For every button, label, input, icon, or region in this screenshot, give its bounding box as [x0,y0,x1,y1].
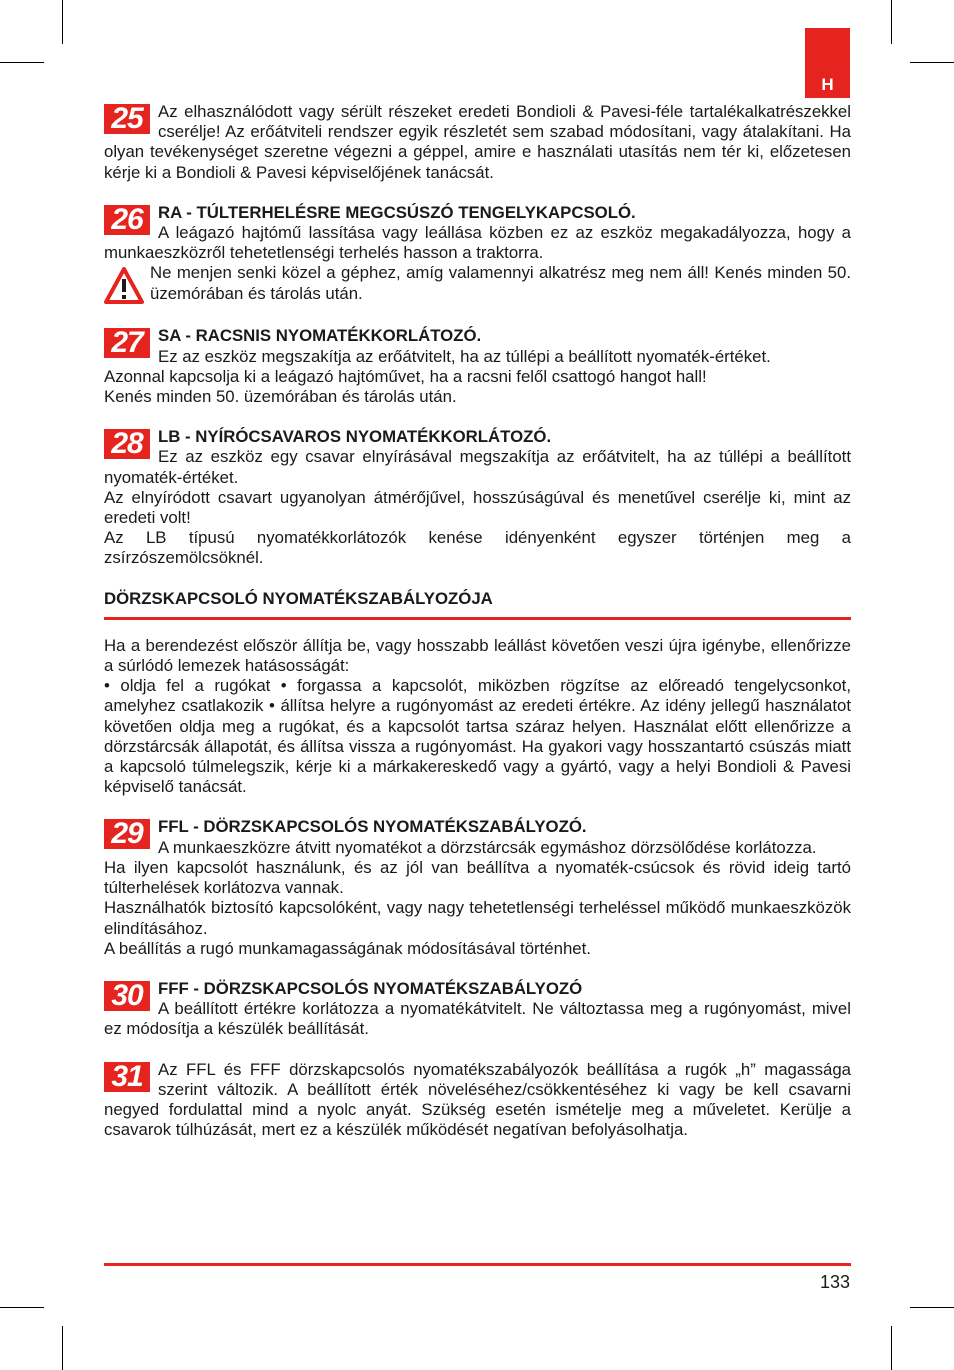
section-27 [104,326,851,407]
page-number: 133 [819,1272,850,1292]
crop-mark [0,1307,44,1308]
section-heading: DÖRZSKAPCSOLÓ NYOMATÉKSZABÁLYOZÓJA [104,589,851,620]
section-31 [104,1060,851,1141]
section-title: SA - RACSNIS NYOMATÉKKORLÁTOZÓ. [158,326,482,346]
section-text: Kenés minden 50. üzemórában és tárolás után. [104,387,457,407]
friction-clutch-section [104,589,851,798]
section-title: FFL - DÖRZSKAPCSOLÓS NYOMATÉKSZABÁLYOZÓ. [158,817,587,837]
section-number-badge: 26 [104,205,150,235]
section-text: Az FFL és FFF dörzskapcsolós nyomatékszabályozók beállítása a rugók „h” magassága szerint változik. A beállított érték növeléséhez/csökkentéséhez ki vagy be kell csavarni negyed fordulattal mind a nyolc anyát. Szükség esetén ismételje meg a műveletet. Kerülje a csavarok túlhúzását, mert ez a készülék működését negatívan befolyásolhatja. [104,1059,851,1140]
section-number-badge: 29 [104,819,150,849]
crop-mark [891,0,892,44]
crop-mark [891,1326,892,1370]
section-number-badge: 31 [104,1062,150,1092]
language-tab: H [805,28,850,98]
section-30 [104,979,851,1040]
section-25 [104,102,851,183]
crop-mark [62,1326,63,1370]
section-text: Ha ilyen kapcsolót használunk, és az jól van beállítva a nyomaték-csúcsok és rövid ideig tartó túlterhelések korlátozva vannak. [104,857,851,898]
page-content [104,102,851,1140]
crop-mark [0,62,44,63]
warning-triangle-icon [104,266,144,306]
section-text: Ez az eszköz egy csavar elnyírásával megszakítja az erőátvitelt, ha az túllépi a beállított nyomaték-értéket. [104,447,851,487]
section-text: • oldja fel a rugókat • forgassa a kapcsolót, miközben rögzítse az előreadó tengelycsonkot, amelyhez csatlakozik • állítsa helyre a rugónyomást az eredeti értékre. Az idény jellegű használatot követően oldja meg a rugókat, és a kapcsolót tartsa száraz helyen. Használat előtt ellenőrizze a dörzstárcsák állapotát, és állítsa vissza a rugónyomást. Ha gyakori vagy hosszantartó csúszás miatt a kapcsoló túlmelegszik, kérje ki a márkakereskedő vagy a gyártó, vagy a helyi Bondioli & Pavesi képviselő tanácsát. [104,676,851,797]
section-text: Ha a berendezést először állítja be, vagy hosszabb leállást követően veszi újra igénybe, ellenőrizze a súrlódó lemezek hatásosságát: [104,635,851,676]
section-number-badge: 27 [104,328,150,358]
section-28 [104,427,851,568]
section-text: A leágazó hajtómű lassítása vagy leállása közben ez az eszköz megakadályozza, hogy a munkaeszközről tehetetlenségi terhelés hasson a traktorra. [104,223,851,263]
section-title: LB - NYÍRÓCSAVAROS NYOMATÉKKORLÁTOZÓ. [158,427,552,447]
warning-text: Ne menjen senki közel a géphez, amíg valamennyi alkatrész meg nem áll! Kenés minden 50. üzemórában és tárolás után. [150,263,851,303]
warning-row [104,263,851,306]
section-26 [104,203,851,307]
section-text: Használhatók biztosító kapcsolóként, vagy nagy tehetetlenségi terheléssel működő munkaeszközök elindításához. [104,898,851,938]
section-text: Ez az eszköz megszakítja az erőátvitelt, ha az túllépi a beállított nyomaték-értéket. [158,346,771,366]
section-number-badge: 25 [104,104,150,134]
section-text: Az elhasználódott vagy sérült részeket eredeti Bondioli & Pavesi-féle tartalékalkatrészekkel cserélje! Az erőátviteli rendszer egyik részletét sem szabad módosítani, vagy átalakítani. Ha olyan tevékenységet szeretne végezni a géppel, amire e használati utasítás nem tér ki, előzetesen kérje ki a Bondioli & Pavesi képviselőjének tanácsát. [104,102,851,182]
section-text: A munkaeszközre átvitt nyomatékot a dörzstárcsák egymáshoz dörzsölődése korlátozza. [158,837,817,857]
crop-mark [62,0,63,44]
footer-divider [104,1263,851,1266]
section-text: Az elnyíródott csavart ugyanolyan átmérőjűvel, hosszúságúval és menetűvel cserélje ki, mint az eredeti volt! [104,487,851,528]
section-number-badge: 30 [104,981,150,1011]
crop-mark [910,1307,954,1308]
crop-mark [910,62,954,63]
section-29 [104,817,851,958]
section-title: FFF - DÖRZSKAPCSOLÓS NYOMATÉKSZABÁLYOZÓ [158,978,583,998]
section-text: Az LB típusú nyomatékkorlátozók kenése idényenként egyszer történjen meg a zsírzószemölcsöknél. [104,528,851,568]
section-title: RA - TÚLTERHELÉSRE MEGCSÚSZÓ TENGELYKAPCSOLÓ. [158,202,636,222]
section-text: A beállított értékre korlátozza a nyomatékátvitelt. Ne változtassa meg a rugónyomást, mivel ez módosítja a készülék beállítását. [104,999,851,1039]
section-text: Azonnal kapcsolja ki a leágazó hajtóművet, ha a racsni felől csattogó hangot hall! [104,366,707,386]
section-text: A beállítás a rugó munkamagasságának módosításával történhet. [104,938,591,958]
section-number-badge: 28 [104,429,150,459]
